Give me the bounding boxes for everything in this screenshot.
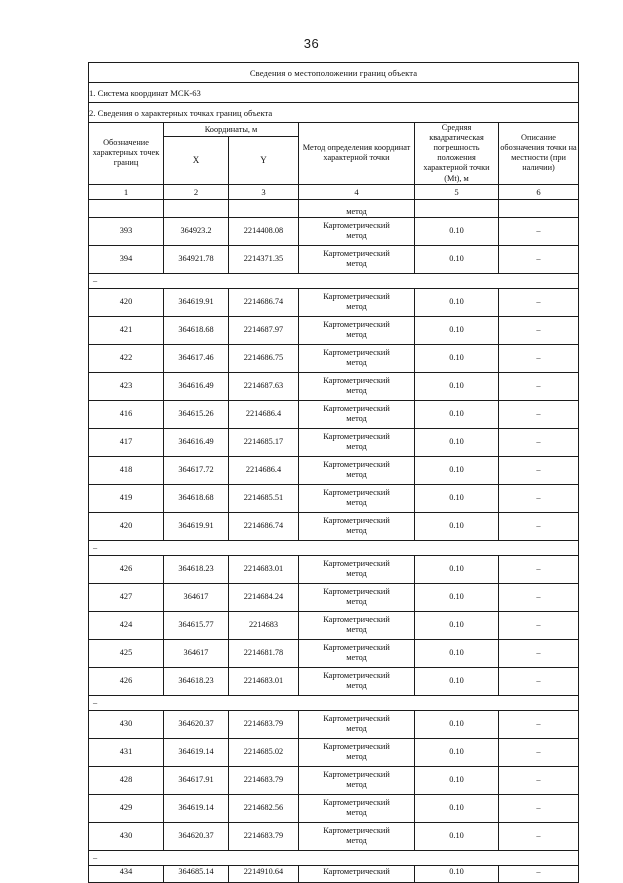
column-number-4: 4 [299, 184, 415, 199]
method-cell [299, 344, 415, 372]
point-designation-cell: 422 [89, 344, 164, 372]
column-number-3: 3 [229, 184, 299, 199]
coordinate-x-cell: 364619.14 [164, 738, 229, 766]
empty-cell [229, 199, 299, 217]
method-line-2: метод [346, 302, 367, 312]
method-line-1: Картометрический [323, 586, 390, 596]
mean-square-error-cell: 0.10 [415, 794, 499, 822]
empty-cell [415, 199, 499, 217]
method-cell [299, 611, 415, 639]
table-row [89, 639, 579, 667]
method-cell [299, 428, 415, 456]
point-designation-cell: 425 [89, 639, 164, 667]
point-description-cell: – [499, 639, 579, 667]
method-cell [299, 639, 415, 667]
point-description-cell: – [499, 372, 579, 400]
method-cell [299, 555, 415, 583]
coordinate-x-cell: 364618.23 [164, 555, 229, 583]
column-number-2: 2 [164, 184, 229, 199]
coordinate-x-cell: 364618.68 [164, 484, 229, 512]
table-row [89, 288, 579, 316]
point-designation-cell: 427 [89, 583, 164, 611]
point-description-cell: – [499, 344, 579, 372]
method-line-2: метод [346, 808, 367, 818]
table-row [89, 555, 579, 583]
mean-square-error-cell: 0.10 [415, 738, 499, 766]
table-row [89, 372, 579, 400]
method-line-2: метод [346, 625, 367, 635]
coordinate-y-cell: 2214910.64 [229, 865, 299, 882]
point-description-cell: – [499, 217, 579, 245]
table-row [89, 512, 579, 540]
point-designation-cell: 419 [89, 484, 164, 512]
coordinate-y-cell: 2214686.74 [229, 288, 299, 316]
point-designation-cell: 424 [89, 611, 164, 639]
method-line-2: метод [346, 780, 367, 790]
point-designation-cell: 418 [89, 456, 164, 484]
point-designation-cell: 417 [89, 428, 164, 456]
method-line-1: Картометрический [323, 797, 390, 807]
table-row [89, 766, 579, 794]
method-line-2: метод [346, 569, 367, 579]
coordinate-y-cell: 2214683.01 [229, 555, 299, 583]
point-description-cell: – [499, 822, 579, 850]
coordinate-y-cell: 2214684.24 [229, 583, 299, 611]
table-row [89, 710, 579, 738]
method-cell [299, 512, 415, 540]
continued-method-row [89, 199, 579, 217]
mean-square-error-cell: 0.10 [415, 428, 499, 456]
coordinate-x-cell: 364620.37 [164, 822, 229, 850]
point-description-cell: – [499, 794, 579, 822]
method-line-2: метод [346, 752, 367, 762]
method-cell [299, 583, 415, 611]
point-designation-cell: 431 [89, 738, 164, 766]
group-separator-row [89, 695, 579, 710]
coordinate-x-cell: 364619.91 [164, 512, 229, 540]
table-row [89, 344, 579, 372]
method-line-1: Картометрический [323, 670, 390, 680]
point-designation-cell: 420 [89, 512, 164, 540]
method-line-1: Картометрический [323, 291, 390, 301]
coordinate-x-cell: 364615.77 [164, 611, 229, 639]
method-cell [299, 316, 415, 344]
method-line-2: метод [346, 470, 367, 480]
point-description-cell: – [499, 484, 579, 512]
header-point-designation: Обозначение характерных точек границ [89, 123, 164, 185]
coordinate-x-cell: 364618.68 [164, 316, 229, 344]
point-designation-cell: 428 [89, 766, 164, 794]
coordinate-y-cell: 2214683.01 [229, 667, 299, 695]
coordinate-y-cell: 2214686.75 [229, 344, 299, 372]
coordinate-x-cell: 364921.78 [164, 245, 229, 273]
point-designation-cell: 421 [89, 316, 164, 344]
mean-square-error-cell: 0.10 [415, 456, 499, 484]
mean-square-error-cell: 0.10 [415, 484, 499, 512]
method-line-1: Картометрический [323, 614, 390, 624]
point-description-cell: – [499, 245, 579, 273]
method-line-1: Картометрический [323, 319, 390, 329]
point-designation-cell: 393 [89, 217, 164, 245]
document-title: Сведения о местоположении границ объекта [89, 63, 579, 83]
column-number-1: 1 [89, 184, 164, 199]
method-line-2: метод [346, 442, 367, 452]
method-cell [299, 288, 415, 316]
mean-square-error-cell: 0.10 [415, 611, 499, 639]
empty-cell [499, 199, 579, 217]
table-row [89, 611, 579, 639]
method-line-2: метод [346, 386, 367, 396]
method-line-2: метод [346, 358, 367, 368]
point-description-cell: – [499, 512, 579, 540]
mean-square-error-cell: 0.10 [415, 822, 499, 850]
boundary-points-table [88, 62, 579, 883]
method-line-2: метод [346, 526, 367, 536]
table-row [89, 583, 579, 611]
method-line-1: Картометрический [323, 347, 390, 357]
empty-cell [164, 199, 229, 217]
section-1-row [89, 83, 579, 103]
method-line-1: Картометрический [323, 713, 390, 723]
coordinate-x-cell: 364685.14 [164, 865, 229, 882]
method-cell [299, 400, 415, 428]
mean-square-error-cell: 0.10 [415, 288, 499, 316]
mean-square-error-cell: 0.10 [415, 555, 499, 583]
separator-mark: – [89, 540, 579, 555]
point-description-cell: – [499, 583, 579, 611]
point-description-cell: – [499, 428, 579, 456]
point-description-cell: – [499, 555, 579, 583]
method-line-1: Картометрический [323, 403, 390, 413]
method-line-1: Картометрический [323, 487, 390, 497]
table-row [89, 738, 579, 766]
coordinate-x-cell: 364617 [164, 639, 229, 667]
coordinate-y-cell: 2214685.17 [229, 428, 299, 456]
table-row [89, 484, 579, 512]
coordinate-y-cell: 2214686.4 [229, 456, 299, 484]
coordinate-x-cell: 364617 [164, 583, 229, 611]
table-row [89, 245, 579, 273]
coordinate-y-cell: 2214683.79 [229, 822, 299, 850]
coordinate-y-cell: 2214685.51 [229, 484, 299, 512]
point-description-cell: – [499, 738, 579, 766]
point-description-cell: – [499, 400, 579, 428]
point-designation-cell: 430 [89, 822, 164, 850]
group-separator-row [89, 273, 579, 288]
table-row [89, 794, 579, 822]
coordinate-y-cell: 2214686.74 [229, 512, 299, 540]
group-separator-row [89, 850, 579, 865]
method-cell [299, 456, 415, 484]
coordinate-x-cell: 364617.72 [164, 456, 229, 484]
method-line-1: Картометрический [323, 375, 390, 385]
method-line-1: Картометрический [323, 825, 390, 835]
method-line-1: Картометрический [323, 642, 390, 652]
coordinate-y-cell: 2214683 [229, 611, 299, 639]
method-line-2: метод [346, 498, 367, 508]
point-description-cell: – [499, 456, 579, 484]
coordinate-y-cell: 2214408.08 [229, 217, 299, 245]
method-line-2: метод [346, 330, 367, 340]
header-method: Метод определения координат характерной точки [299, 123, 415, 185]
method-line-2: метод [346, 724, 367, 734]
coordinate-y-cell: 2214687.63 [229, 372, 299, 400]
method-cell [299, 822, 415, 850]
table-row [89, 217, 579, 245]
mean-square-error-cell: 0.10 [415, 512, 499, 540]
group-separator-row [89, 540, 579, 555]
method-line-1: Картометрический [323, 459, 390, 469]
method-cell [299, 217, 415, 245]
point-description-cell: – [499, 667, 579, 695]
separator-mark: – [89, 850, 579, 865]
table-row [89, 822, 579, 850]
mean-square-error-cell: 0.10 [415, 667, 499, 695]
method-cell [299, 738, 415, 766]
method-line-2: метод [346, 414, 367, 424]
table-row [89, 400, 579, 428]
method-line-2: метод [346, 597, 367, 607]
point-designation-cell: 430 [89, 710, 164, 738]
header-point-description: Описание обозначения точки на местности (при наличии) [499, 123, 579, 185]
coordinate-x-cell: 364617.91 [164, 766, 229, 794]
coordinate-y-cell: 2214683.79 [229, 710, 299, 738]
method-line-1: Картометрический [323, 866, 390, 876]
method-line-1: Картометрический [323, 741, 390, 751]
coordinate-y-cell: 2214685.02 [229, 738, 299, 766]
table-body [89, 199, 579, 882]
characteristic-points-label: 2. Сведения о характерных точках границ объекта [89, 103, 579, 123]
mean-square-error-cell: 0.10 [415, 400, 499, 428]
method-line-1: Картометрический [323, 515, 390, 525]
point-designation-cell: 394 [89, 245, 164, 273]
header-row-top [89, 123, 579, 137]
method-line-2: метод [346, 681, 367, 691]
coordinate-y-cell: 2214682.56 [229, 794, 299, 822]
table-title-row [89, 63, 579, 83]
mean-square-error-cell: 0.10 [415, 316, 499, 344]
coordinate-y-cell: 2214687.97 [229, 316, 299, 344]
empty-cell [89, 199, 164, 217]
coordinate-x-cell: 364620.37 [164, 710, 229, 738]
header-y: Y [229, 137, 299, 185]
point-description-cell: – [499, 710, 579, 738]
method-line-2: метод [346, 259, 367, 269]
point-description-cell: – [499, 288, 579, 316]
method-cell [299, 372, 415, 400]
method-cell [299, 245, 415, 273]
coordinate-y-cell: 2214371.35 [229, 245, 299, 273]
table-row [89, 316, 579, 344]
mean-square-error-cell: 0.10 [415, 245, 499, 273]
page-number: 36 [303, 36, 320, 51]
point-designation-cell: 423 [89, 372, 164, 400]
method-cell [299, 766, 415, 794]
continued-method-label: метод [299, 199, 415, 217]
method-cell [299, 865, 415, 882]
table-row [89, 428, 579, 456]
method-cell [299, 667, 415, 695]
mean-square-error-cell: 0.10 [415, 710, 499, 738]
point-description-cell: – [499, 865, 579, 882]
method-line-1: Картометрический [323, 558, 390, 568]
method-line-2: метод [346, 231, 367, 241]
method-line-1: Картометрический [323, 220, 390, 230]
method-line-2: метод [346, 653, 367, 663]
separator-mark: – [89, 273, 579, 288]
method-line-1: Картометрический [323, 769, 390, 779]
mean-square-error-cell: 0.10 [415, 372, 499, 400]
coordinate-system-label: 1. Система координат МСК-63 [89, 83, 579, 103]
method-cell [299, 484, 415, 512]
coordinate-x-cell: 364618.23 [164, 667, 229, 695]
point-designation-cell: 426 [89, 667, 164, 695]
method-line-2: метод [346, 836, 367, 846]
coordinate-x-cell: 364617.46 [164, 344, 229, 372]
point-designation-cell: 416 [89, 400, 164, 428]
column-number-row [89, 184, 579, 199]
mean-square-error-cell: 0.10 [415, 583, 499, 611]
method-line-1: Картометрический [323, 248, 390, 258]
header-coordinates-group: Координаты, м [164, 123, 299, 137]
point-description-cell: – [499, 611, 579, 639]
point-description-cell: – [499, 316, 579, 344]
point-description-cell: – [499, 766, 579, 794]
coordinate-y-cell: 2214686.4 [229, 400, 299, 428]
coordinate-x-cell: 364619.14 [164, 794, 229, 822]
point-designation-cell: 420 [89, 288, 164, 316]
point-designation-cell: 434 [89, 865, 164, 882]
column-number-5: 5 [415, 184, 499, 199]
method-cell [299, 710, 415, 738]
method-line-1: Картометрический [323, 431, 390, 441]
coordinate-x-cell: 364616.49 [164, 372, 229, 400]
header-mean-square-error: Средняя квадратическая погрешность положения характерной точки (Mt), м [415, 123, 499, 185]
separator-mark: – [89, 695, 579, 710]
coordinate-y-cell: 2214683.79 [229, 766, 299, 794]
coordinate-y-cell: 2214681.78 [229, 639, 299, 667]
mean-square-error-cell: 0.10 [415, 217, 499, 245]
point-designation-cell: 426 [89, 555, 164, 583]
mean-square-error-cell: 0.10 [415, 766, 499, 794]
header-x: X [164, 137, 229, 185]
method-cell [299, 794, 415, 822]
coordinate-x-cell: 364616.49 [164, 428, 229, 456]
coordinate-x-cell: 364615.26 [164, 400, 229, 428]
mean-square-error-cell: 0.10 [415, 639, 499, 667]
coordinate-x-cell: 364619.91 [164, 288, 229, 316]
section-2-row [89, 103, 579, 123]
mean-square-error-cell: 0.10 [415, 344, 499, 372]
mean-square-error-cell: 0.10 [415, 865, 499, 882]
table-row [89, 865, 579, 882]
coordinate-x-cell: 364923.2 [164, 217, 229, 245]
table-row [89, 456, 579, 484]
table-row [89, 667, 579, 695]
column-number-6: 6 [499, 184, 579, 199]
point-designation-cell: 429 [89, 794, 164, 822]
